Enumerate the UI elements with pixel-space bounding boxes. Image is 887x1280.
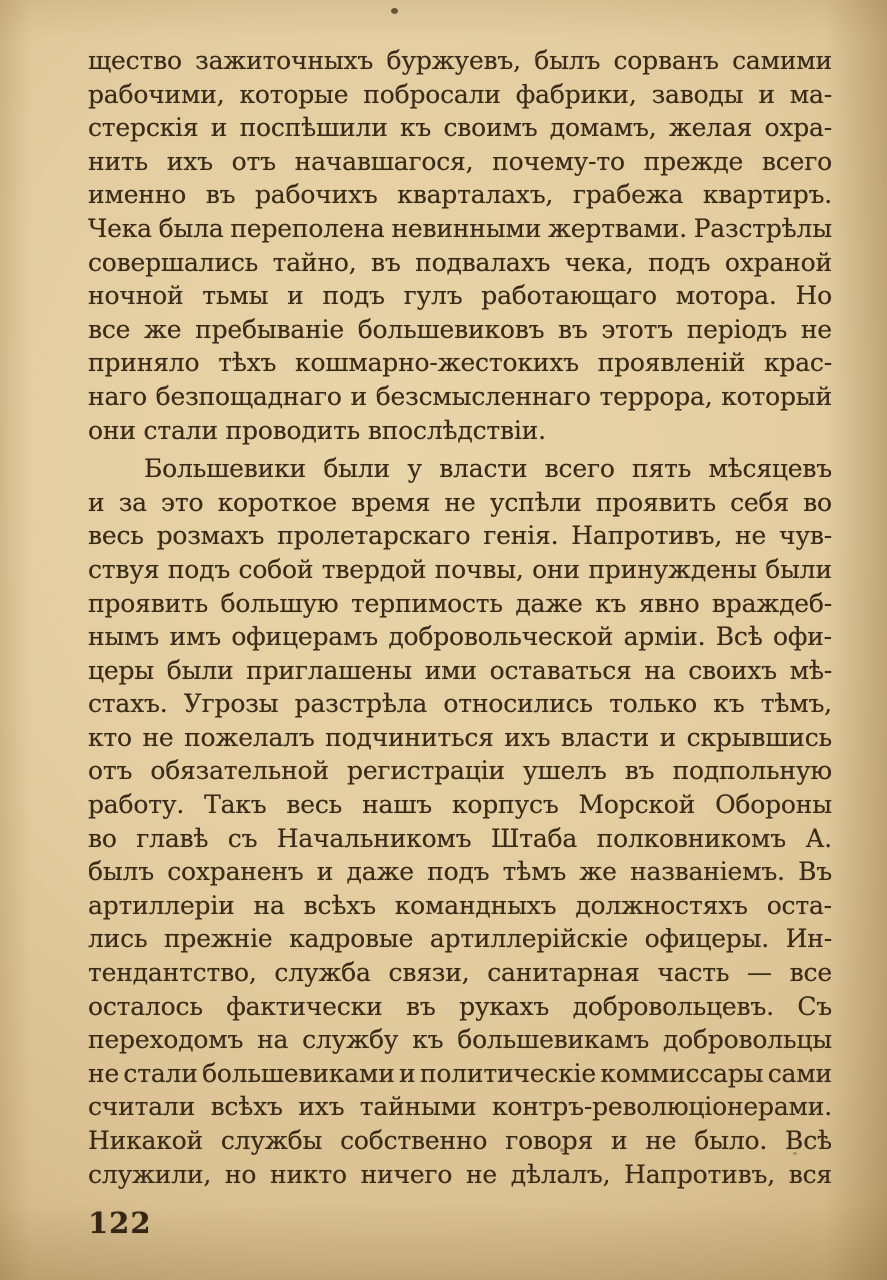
text-line xyxy=(88,654,832,688)
word: политическіе xyxy=(419,1058,596,1088)
word: подчиниться xyxy=(325,722,494,752)
word: къ xyxy=(400,113,432,143)
word: проявленій xyxy=(597,348,746,378)
word: были xyxy=(166,655,234,685)
word: не xyxy=(142,722,174,752)
word: которые xyxy=(239,79,349,109)
word: Чека xyxy=(88,213,152,243)
word: кварталахъ, xyxy=(397,180,554,210)
word: поспѣшили xyxy=(239,113,388,143)
word: наго xyxy=(88,381,147,411)
word: тайными xyxy=(359,1092,477,1122)
word: не xyxy=(465,1159,497,1189)
word: связи, xyxy=(388,958,470,988)
word: жертвами. xyxy=(548,213,687,243)
word: даже xyxy=(515,588,583,618)
word: стерскія xyxy=(88,113,199,143)
word: и xyxy=(88,487,105,517)
word: былъ xyxy=(88,857,154,887)
word: Такъ xyxy=(204,790,267,820)
word: былъ xyxy=(534,46,601,75)
word: который xyxy=(721,381,832,411)
word: все xyxy=(88,314,131,344)
word: ушелъ xyxy=(523,756,607,786)
word: службу xyxy=(302,1025,399,1055)
text-line xyxy=(88,452,832,486)
word: террора, xyxy=(599,381,713,411)
word: оставаться xyxy=(489,655,632,685)
word: стали xyxy=(123,1058,198,1088)
text-line xyxy=(88,889,832,923)
word: въ xyxy=(405,991,436,1021)
word: къ xyxy=(412,1025,444,1055)
word: и xyxy=(287,281,304,311)
word: ихъ xyxy=(166,146,213,176)
word: ихъ xyxy=(504,722,551,752)
word: говоря xyxy=(505,1126,594,1155)
word: Но xyxy=(795,281,832,311)
text-line xyxy=(88,519,832,553)
word: весь xyxy=(286,790,343,820)
word: гулъ xyxy=(403,281,463,311)
word: почвы, xyxy=(434,554,524,584)
text-line xyxy=(88,990,832,1024)
text-line xyxy=(88,380,832,414)
word: Разстрѣлы xyxy=(693,213,832,243)
word: добровольцы xyxy=(662,1025,832,1055)
word: въ xyxy=(558,314,588,344)
word: сами xyxy=(767,1058,832,1088)
word: Штаба xyxy=(490,823,578,853)
word: дѣлалъ, xyxy=(510,1159,611,1189)
page-number: 122 xyxy=(88,1206,152,1240)
word: тьмы xyxy=(202,281,269,311)
word: арміи. xyxy=(623,622,706,652)
word: власти xyxy=(560,722,650,752)
word: офицеры. xyxy=(644,924,770,954)
word: тендантство, xyxy=(88,958,257,988)
text-line xyxy=(88,956,832,990)
word: кошмарно-жестокихъ xyxy=(295,348,579,378)
word: ствуя xyxy=(88,554,160,584)
word: собственно xyxy=(340,1126,488,1155)
word: большую xyxy=(220,588,339,618)
word: совершались xyxy=(88,247,259,277)
word: и xyxy=(758,79,775,109)
word: кто xyxy=(88,722,132,752)
word: своихъ xyxy=(688,655,777,685)
word: мотора. xyxy=(675,281,777,311)
word: офицерамъ xyxy=(231,622,378,652)
text-line xyxy=(88,1090,832,1124)
word: и xyxy=(210,113,228,143)
word: собой xyxy=(238,554,314,584)
word: успѣли xyxy=(489,487,582,517)
word: почему-то xyxy=(492,146,625,176)
word: не xyxy=(800,314,832,344)
word: ничего xyxy=(360,1159,453,1189)
word: мѣ- xyxy=(789,655,832,685)
word: щество xyxy=(88,46,182,75)
word: все xyxy=(789,958,832,988)
text-line xyxy=(88,754,832,788)
word: нить xyxy=(88,146,148,176)
text-line xyxy=(88,1023,832,1057)
word: должностяхъ xyxy=(575,890,748,920)
word: работу. xyxy=(88,790,185,820)
word: короткое xyxy=(217,487,337,517)
word: переходомъ xyxy=(88,1025,244,1055)
word: переполена xyxy=(230,213,385,243)
word: регистраціи xyxy=(347,756,505,786)
word: это xyxy=(161,487,204,517)
word: Напротивъ, xyxy=(624,1159,775,1189)
word: и xyxy=(316,857,334,887)
word: но xyxy=(224,1159,257,1189)
word: Ин- xyxy=(785,924,832,954)
word: никто xyxy=(269,1159,347,1189)
word: пять xyxy=(632,454,692,484)
text-line xyxy=(88,620,832,654)
text-line xyxy=(88,78,832,112)
word: была xyxy=(158,213,224,243)
word: и xyxy=(610,1126,628,1155)
word: въ xyxy=(370,247,401,277)
word: съ xyxy=(227,823,258,853)
word: отъ xyxy=(88,756,133,786)
word: подъ xyxy=(427,857,490,887)
word: власти xyxy=(439,454,528,484)
word: же xyxy=(144,314,182,344)
word: обязательной xyxy=(150,756,329,786)
word: желая xyxy=(668,113,753,143)
word: невинными xyxy=(391,213,542,243)
word: Начальникомъ xyxy=(276,823,472,853)
word: Большевики xyxy=(144,454,306,484)
word: кадровые xyxy=(289,924,414,954)
word: разстрѣла xyxy=(294,689,428,719)
word: безсмысленнаго xyxy=(375,381,591,411)
word: не xyxy=(645,1126,677,1155)
word: мѣсяцевъ xyxy=(708,454,832,484)
word: этотъ xyxy=(601,314,673,344)
word: домамъ, xyxy=(549,113,657,143)
word: и xyxy=(350,381,367,411)
word: контръ-революціонерами. xyxy=(491,1092,832,1122)
word: сорванъ xyxy=(613,46,719,75)
word: заводы xyxy=(651,79,744,109)
word: не xyxy=(735,521,767,551)
word: приняло xyxy=(88,348,200,378)
word: ихъ xyxy=(298,1092,345,1122)
word: Угрозы xyxy=(183,689,279,719)
word: на xyxy=(644,655,676,685)
word: къ xyxy=(713,689,745,719)
word: на xyxy=(257,1025,289,1055)
word: церы xyxy=(88,655,154,685)
text-line xyxy=(88,822,832,856)
word: пребываніе xyxy=(195,314,344,344)
word: было. xyxy=(694,1126,768,1155)
word: твердой xyxy=(321,554,427,584)
word: отъ xyxy=(231,146,276,176)
word: А. xyxy=(805,823,832,853)
word: Никакой xyxy=(88,1126,203,1155)
word: коммиссары xyxy=(600,1058,764,1088)
word: проявить xyxy=(595,487,716,517)
word: рабочими, xyxy=(88,79,225,109)
word: время xyxy=(351,487,431,517)
word: всѣхъ xyxy=(210,1092,283,1122)
word: были xyxy=(765,554,832,584)
word: служили, xyxy=(88,1159,212,1189)
text-block xyxy=(88,44,832,1191)
text-line xyxy=(88,212,832,246)
word: грабежа xyxy=(572,180,684,210)
word: артиллеріи xyxy=(88,890,235,920)
word: побросали xyxy=(363,79,501,109)
word: на xyxy=(253,890,285,920)
word: за xyxy=(118,487,147,517)
word: періодъ xyxy=(686,314,788,344)
word: сохраненъ xyxy=(167,857,304,887)
word: прежніе xyxy=(163,924,273,954)
text-line: они стали проводить впослѣдствіи. xyxy=(88,415,546,445)
word: ими xyxy=(424,655,477,685)
word: не xyxy=(88,1058,120,1088)
word: принуждены xyxy=(588,554,757,584)
text-line xyxy=(88,1124,832,1158)
paragraph xyxy=(88,452,832,1191)
word: добровольческой xyxy=(388,622,614,652)
word: ма- xyxy=(789,79,832,109)
word: подпольную xyxy=(672,756,832,786)
word: и xyxy=(659,722,677,752)
word: Всѣ xyxy=(785,1126,832,1155)
word: Морской xyxy=(578,790,696,820)
word: весь xyxy=(88,521,144,551)
word: рабочихъ xyxy=(255,180,378,210)
word: главѣ xyxy=(136,823,209,853)
word: работающаго xyxy=(481,281,657,311)
word: тѣхъ xyxy=(218,348,277,378)
word: относились xyxy=(443,689,593,719)
word: къ xyxy=(595,588,627,618)
word: часть xyxy=(657,958,730,988)
word: и xyxy=(399,1058,416,1088)
word: себя xyxy=(730,487,789,517)
word: добровольцевъ. xyxy=(572,991,774,1021)
word: всѣхъ xyxy=(303,890,376,920)
word: чека, xyxy=(564,247,634,277)
word: службы xyxy=(220,1126,323,1155)
word: ночной xyxy=(88,281,184,311)
word: въ xyxy=(624,756,655,786)
text-line xyxy=(88,44,832,78)
text-line xyxy=(88,246,832,280)
word: подъ xyxy=(648,247,711,277)
word: фактически xyxy=(226,991,383,1021)
word: крас- xyxy=(763,348,832,378)
word: терпимость xyxy=(350,588,503,618)
word: враждеб- xyxy=(711,588,832,618)
word: только xyxy=(609,689,697,719)
word: Въ xyxy=(798,857,832,887)
word: зажиточныхъ xyxy=(195,46,374,75)
text-line xyxy=(88,587,832,621)
word: Обороны xyxy=(715,790,832,820)
word: тѣмъ xyxy=(502,857,567,887)
word: Напротивъ, xyxy=(571,521,723,551)
word: подвалахъ xyxy=(415,247,551,277)
word: даже xyxy=(346,857,414,887)
word: генія. xyxy=(483,521,559,551)
word: большевиковъ xyxy=(357,314,545,344)
word: офи- xyxy=(772,622,832,652)
text-line xyxy=(88,313,832,347)
ink-speck xyxy=(391,8,398,14)
word: оста- xyxy=(766,890,832,920)
word: были xyxy=(323,454,391,484)
word: корпусъ xyxy=(451,790,559,820)
text-line xyxy=(88,855,832,889)
text-line xyxy=(88,145,832,179)
word: подъ xyxy=(322,281,385,311)
word: безпощаднаго xyxy=(155,381,342,411)
word: у xyxy=(407,454,422,484)
word: пожелалъ xyxy=(184,722,315,752)
word: Всѣ xyxy=(715,622,763,652)
text-line xyxy=(88,922,832,956)
word: во xyxy=(803,487,832,517)
text-line xyxy=(88,1057,832,1091)
word: всего xyxy=(544,454,615,484)
word: санитарная xyxy=(487,958,640,988)
word: нымъ xyxy=(88,622,160,652)
word: во xyxy=(88,823,117,853)
text-line xyxy=(88,687,832,721)
text-line xyxy=(88,346,832,380)
text-line xyxy=(88,553,832,587)
word: служба xyxy=(274,958,371,988)
word: прежде xyxy=(643,146,744,176)
word: считали xyxy=(88,1092,196,1122)
word: полковникомъ xyxy=(596,823,786,853)
word: Съ xyxy=(797,991,832,1021)
word: стахъ. xyxy=(88,689,168,719)
word: буржуевъ, xyxy=(386,46,521,75)
word: артиллерійскіе xyxy=(429,924,629,954)
word: начавшагося, xyxy=(294,146,474,176)
word: осталось xyxy=(88,991,203,1021)
word: названіемъ. xyxy=(630,857,785,887)
text-line xyxy=(88,1158,832,1192)
word: въ xyxy=(205,180,236,210)
word: именно xyxy=(88,180,187,210)
word: командныхъ xyxy=(394,890,557,920)
word: нашъ xyxy=(362,790,432,820)
word: охра- xyxy=(764,113,832,143)
word: большевикамъ xyxy=(457,1025,650,1055)
paragraph xyxy=(88,44,832,447)
word: фабрики, xyxy=(515,79,637,109)
word: тѣмъ, xyxy=(760,689,832,719)
word: вся xyxy=(788,1159,832,1189)
text-line xyxy=(88,111,832,145)
word: охраной xyxy=(724,247,832,277)
text-line xyxy=(88,178,832,212)
word: явно xyxy=(638,588,700,618)
word: подъ xyxy=(167,554,231,584)
word: квартиръ. xyxy=(702,180,832,210)
word: чув- xyxy=(779,521,832,551)
word: всего xyxy=(761,146,832,176)
text-line xyxy=(88,486,832,520)
word: приглашены xyxy=(246,655,412,685)
word: своимъ xyxy=(443,113,538,143)
word: же xyxy=(579,857,617,887)
word: розмахъ xyxy=(156,521,265,551)
word: не xyxy=(444,487,476,517)
word: пролетарскаго xyxy=(277,521,471,551)
text-line xyxy=(88,721,832,755)
word: — xyxy=(747,958,772,988)
word: имъ xyxy=(169,622,221,652)
word: рукахъ xyxy=(459,991,550,1021)
word: самими xyxy=(732,46,832,75)
word: большевиками xyxy=(202,1058,395,1088)
word: лись xyxy=(88,924,148,954)
word: проявить xyxy=(88,588,209,618)
text-line xyxy=(88,279,832,313)
text-line xyxy=(88,788,832,822)
word: скрывшись xyxy=(686,722,832,752)
word: они xyxy=(532,554,580,584)
word: тайно, xyxy=(272,247,357,277)
